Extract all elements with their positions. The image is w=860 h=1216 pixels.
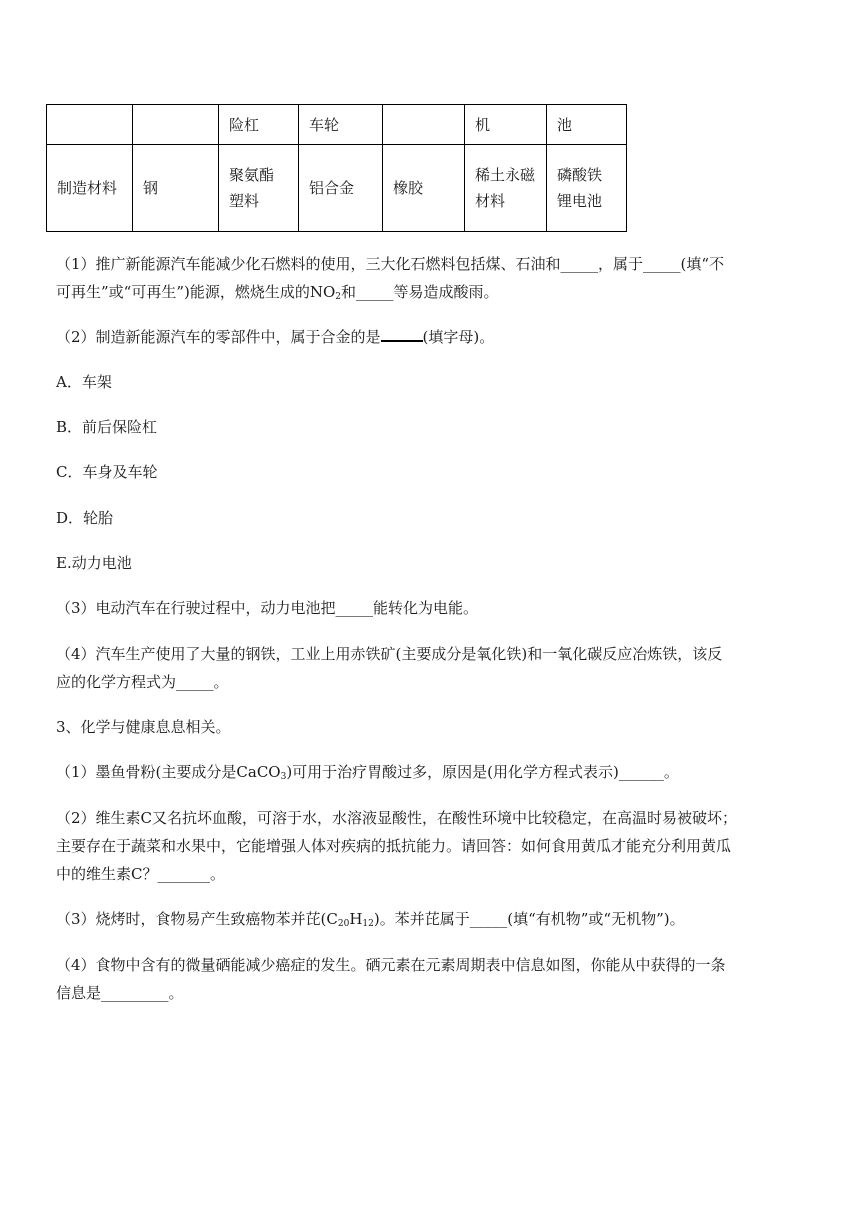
table-cell: 钢 <box>133 145 219 232</box>
table-cell: 橡胶 <box>383 145 465 232</box>
question-3-2-line-1: （2）维生素C又名抗坏血酸，可溶于水，水溶液显酸性，在酸性环境中比较稳定，在高温时易被破坏； <box>56 809 738 827</box>
question-2-1-line-2 <box>56 278 814 311</box>
table-cell: 制造材料 <box>47 145 133 232</box>
table-cell: 铝合金 <box>299 145 383 232</box>
question-3-title: 3、化学与健康息息相关。 <box>56 718 231 736</box>
table-cell: 机 <box>465 105 547 145</box>
table-cell: 稀土永磁材料 <box>465 145 547 232</box>
question-3-4-line-2: 信息是_________。 <box>56 984 184 1002</box>
subscript: 12 <box>362 919 374 929</box>
question-3-4-line-1: （4）食物中含有的微量硒能减少癌症的发生。硒元素在元素周期表中信息如图，你能从中获得的一条 <box>56 956 726 974</box>
question-3-3 <box>56 905 814 938</box>
option-b: B．前后保险杠 <box>56 418 158 436</box>
subscript: 3 <box>280 772 287 782</box>
table-cell: 车轮 <box>299 105 383 145</box>
answer-blank <box>381 326 423 342</box>
text-span: )。苯并芘属于_____(填“有机物”或“无机物”)。 <box>373 910 685 928</box>
option-d: D．轮胎 <box>56 509 114 527</box>
parts-table <box>46 104 627 232</box>
subscript: 20 <box>337 919 350 929</box>
text-span: 和_____等易造成酸雨。 <box>341 283 499 301</box>
text-span: （2）制造新能源汽车的零部件中，属于合金的是 <box>56 328 381 346</box>
text-span: 可再生”或“可再生”)能源，燃烧生成的NO <box>56 283 336 301</box>
table-cell: 池 <box>547 105 627 145</box>
table-cell <box>383 105 465 145</box>
question-3-1 <box>56 758 814 791</box>
question-2-4-line-1: （4）汽车生产使用了大量的钢铁，工业上用赤铁矿(主要成分是氧化铁)和一氧化碳反应冶炼铁，该反 <box>56 645 723 663</box>
question-2-2 <box>56 323 814 351</box>
text-span: )可用于治疗胃酸过多，原因是(用化学方程式表示)______。 <box>286 763 679 781</box>
text-span: （1）墨鱼骨粉(主要成分是CaCO <box>56 763 281 781</box>
option-e: E.动力电池 <box>56 554 132 572</box>
table-cell <box>47 105 133 145</box>
subscript: 2 <box>335 292 342 302</box>
text-span: （3）烧烤时，食物易产生致癌物苯并芘(C <box>56 910 338 928</box>
table-row <box>47 145 627 232</box>
option-a: A．车架 <box>56 373 112 391</box>
option-c: C．车身及车轮 <box>56 463 158 481</box>
table-cell: 聚氨酯塑料 <box>219 145 299 232</box>
table-cell: 磷酸铁锂电池 <box>547 145 627 232</box>
table-row <box>47 105 627 145</box>
table-cell: 险杠 <box>219 105 299 145</box>
question-2-3: （3）电动汽车在行驶过程中，动力电池把_____能转化为电能。 <box>56 599 479 617</box>
question-2-4-line-2: 应的化学方程式为_____。 <box>56 673 229 691</box>
question-3-2-line-3: 中的维生素C？_______。 <box>56 865 225 883</box>
question-2-1-line-1: （1）推广新能源汽车能减少化石燃料的使用，三大化石燃料包括煤、石油和_____，属于_____(填“不 <box>56 255 725 273</box>
table-cell <box>133 105 219 145</box>
text-span: H <box>349 910 363 928</box>
question-3-2-line-2: 主要存在于蔬菜和水果中，它能增强人体对疾病的抵抗能力。请回答：如何食用黄瓜才能充分利用黄瓜 <box>56 837 732 855</box>
text-span: (填字母)。 <box>422 328 495 346</box>
